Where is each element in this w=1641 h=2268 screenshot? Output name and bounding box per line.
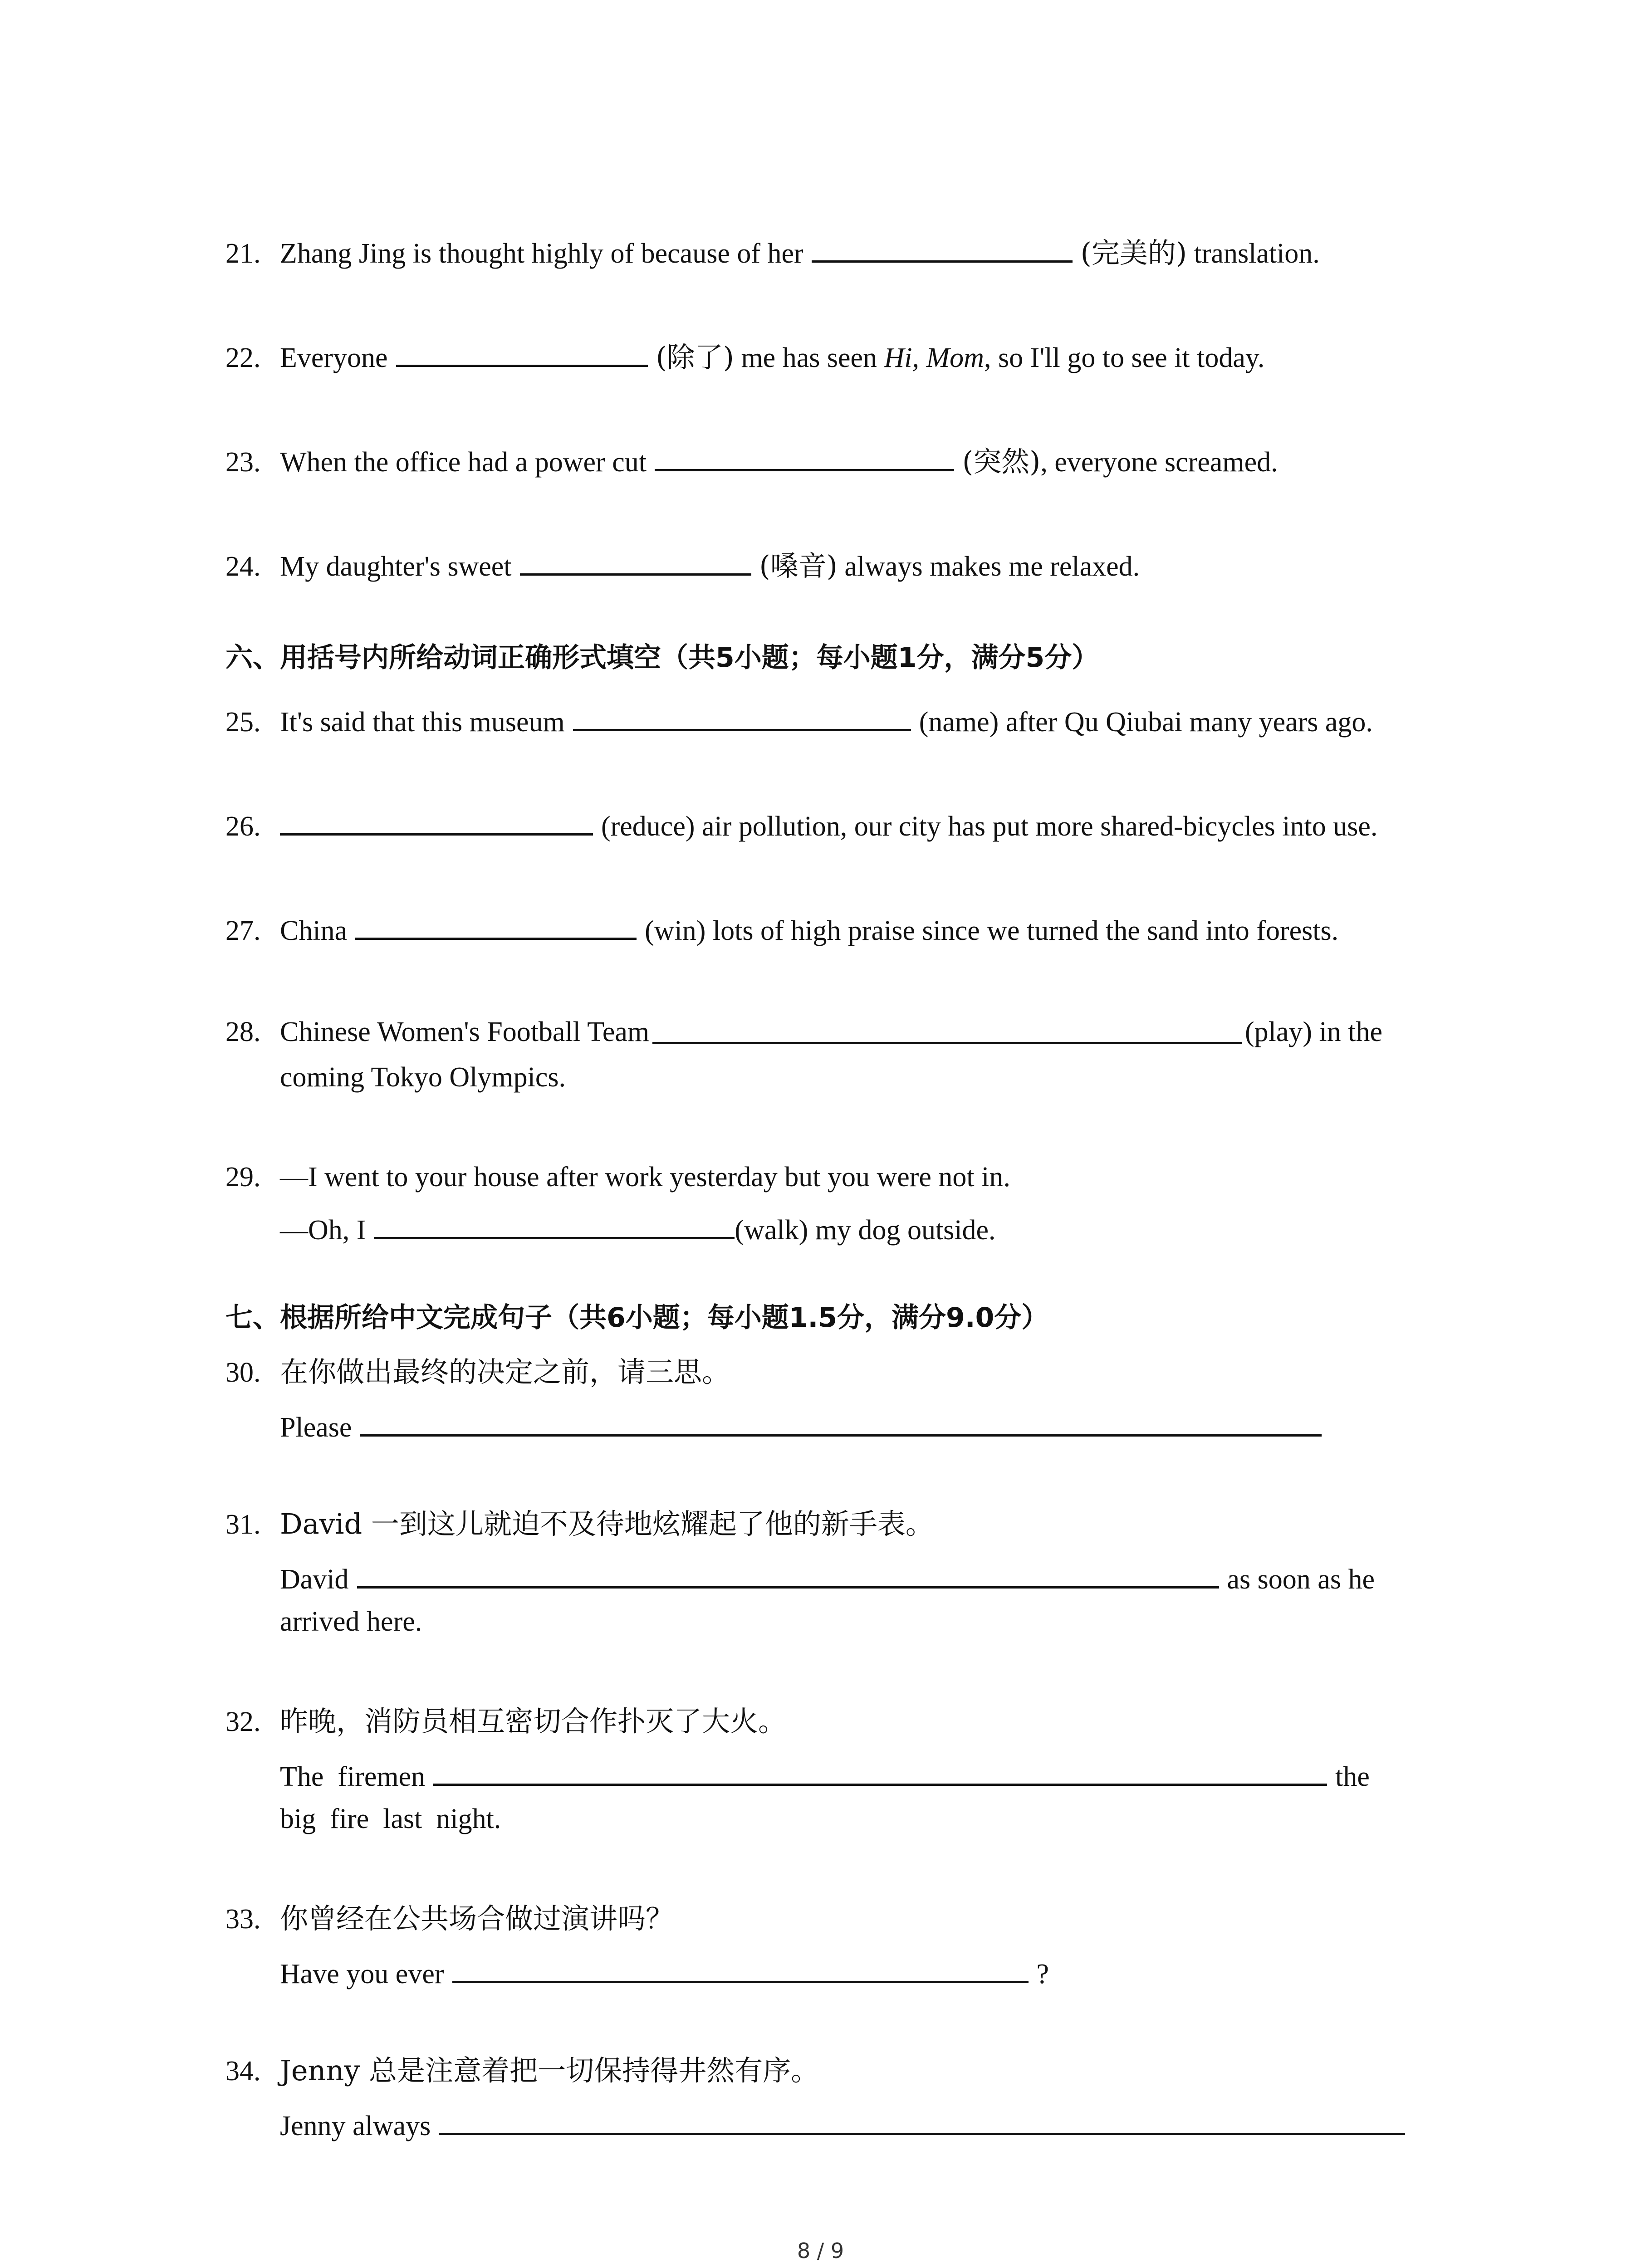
question-number: 21. [225,238,261,269]
movie-title: Hi, Mom [884,342,984,373]
question-34-answer [280,2105,1413,2144]
answer-blank[interactable] [439,2105,1405,2135]
question-number: 22. [225,342,261,373]
question-28 [225,1014,1382,1050]
question-31-continued: arrived here. [280,1606,422,1637]
answer-blank[interactable] [396,337,648,367]
hint-text: (突然) [962,445,1041,478]
question-30 [225,1354,730,1391]
hint-text: (嗓音) [759,549,838,582]
question-text: (win) lots of high praise since we turned the sand into forests. [645,915,1339,946]
answer-blank[interactable] [280,805,593,836]
question-text: (walk) my dog outside. [735,1215,996,1246]
question-30-answer [280,1406,1330,1446]
chinese-prompt: 昨晚，消防员相互密切合作扑灭了大火。 [280,1705,787,1738]
question-28-continued: coming Tokyo Olympics. [280,1062,566,1093]
question-27 [225,909,1338,949]
question-number: 31. [225,1509,261,1540]
sentence-start: Please [280,1412,352,1443]
question-number: 33. [225,1904,261,1935]
question-number: 29. [225,1162,261,1193]
question-text: (reduce) air pollution, our city has put more shared-bicycles into use. [601,811,1378,842]
question-text: My daughter's sweet [280,551,512,582]
answer-blank[interactable] [374,1209,735,1239]
answer-blank[interactable] [655,441,954,471]
chinese-prompt: David 一到这儿就迫不及待地炫耀起了他的新手表。 [280,1507,934,1540]
question-number: 26. [225,811,261,842]
question-number: 32. [225,1706,261,1737]
question-number: 23. [225,447,261,478]
question-text: , everyone screamed. [1040,447,1278,478]
question-33-answer [280,1953,1049,1992]
question-text: translation. [1194,238,1320,269]
answer-blank[interactable] [520,545,751,576]
sentence-end: ? [1036,1959,1049,1989]
question-32-continued: big fire last night. [280,1804,501,1834]
answer-blank[interactable] [355,909,637,940]
answer-blank[interactable] [433,1755,1327,1786]
question-21 [225,232,1320,272]
question-26 [225,805,1377,845]
dialogue-line: —I went to your house after work yesterday but you were not in. [280,1162,1010,1193]
section-heading: 六、用括号内所给动词正确形式填空（共5小题；每小题1分，满分5分） [225,642,1099,674]
question-32-answer [280,1755,1370,1795]
answer-blank[interactable] [812,232,1073,263]
question-number: 27. [225,915,261,946]
dialogue-line: —Oh, I [280,1215,366,1246]
question-32 [225,1703,786,1740]
question-text: me has seen [741,342,877,373]
question-33 [225,1901,674,1937]
question-text: Everyone [280,342,388,373]
question-text: When the office had a power cut [280,447,647,478]
question-23 [225,441,1278,480]
chinese-prompt: 在你做出最终的决定之前，请三思。 [280,1355,730,1388]
question-29-response [280,1209,996,1248]
answer-blank[interactable] [652,1014,1242,1044]
hint-text: (除了) [656,341,734,374]
section-heading: 七、根据所给中文完成句子（共6小题；每小题1.5分，满分9.0分） [225,1302,1049,1334]
question-text: (name) after Qu Qiubai many years ago. [919,707,1373,738]
answer-blank[interactable] [452,1953,1029,1983]
question-31 [225,1506,934,1543]
question-number: 24. [225,551,261,582]
question-number: 25. [225,707,261,738]
sentence-start: David [280,1564,349,1595]
question-number: 30. [225,1357,261,1388]
question-text: It's said that this museum [280,707,565,738]
question-text: Zhang Jing is thought highly of because of her [280,238,803,269]
sentence-start: The firemen [280,1761,426,1792]
question-number: 34. [225,2056,261,2087]
question-text: always makes me relaxed. [844,551,1140,582]
question-number: 28. [225,1017,261,1047]
question-29 [225,1159,1010,1195]
answer-blank[interactable] [360,1406,1322,1437]
page-number: 8 / 9 [797,2239,844,2263]
question-31-answer [280,1558,1375,1598]
sentence-end: as soon as he [1227,1564,1375,1595]
question-22 [225,337,1264,376]
sentence-end: the [1335,1761,1370,1792]
sentence-start: Have you ever [280,1959,444,1989]
answer-blank[interactable] [357,1558,1219,1589]
question-text: Chinese Women's Football Team [280,1017,650,1047]
sentence-start: Jenny always [280,2111,431,2141]
answer-blank[interactable] [573,701,911,731]
question-text: China [280,915,348,946]
question-24 [225,545,1140,585]
chinese-prompt: Jenny 总是注意着把一切保持得井然有序。 [280,2054,819,2087]
chinese-prompt: 你曾经在公共场合做过演讲吗？ [280,1902,674,1935]
hint-text: (完美的) [1080,236,1187,269]
question-25 [225,701,1373,740]
question-text: , so I'll go to see it today. [984,342,1265,373]
question-34 [225,2053,819,2089]
question-text: (play) in the [1244,1017,1382,1047]
